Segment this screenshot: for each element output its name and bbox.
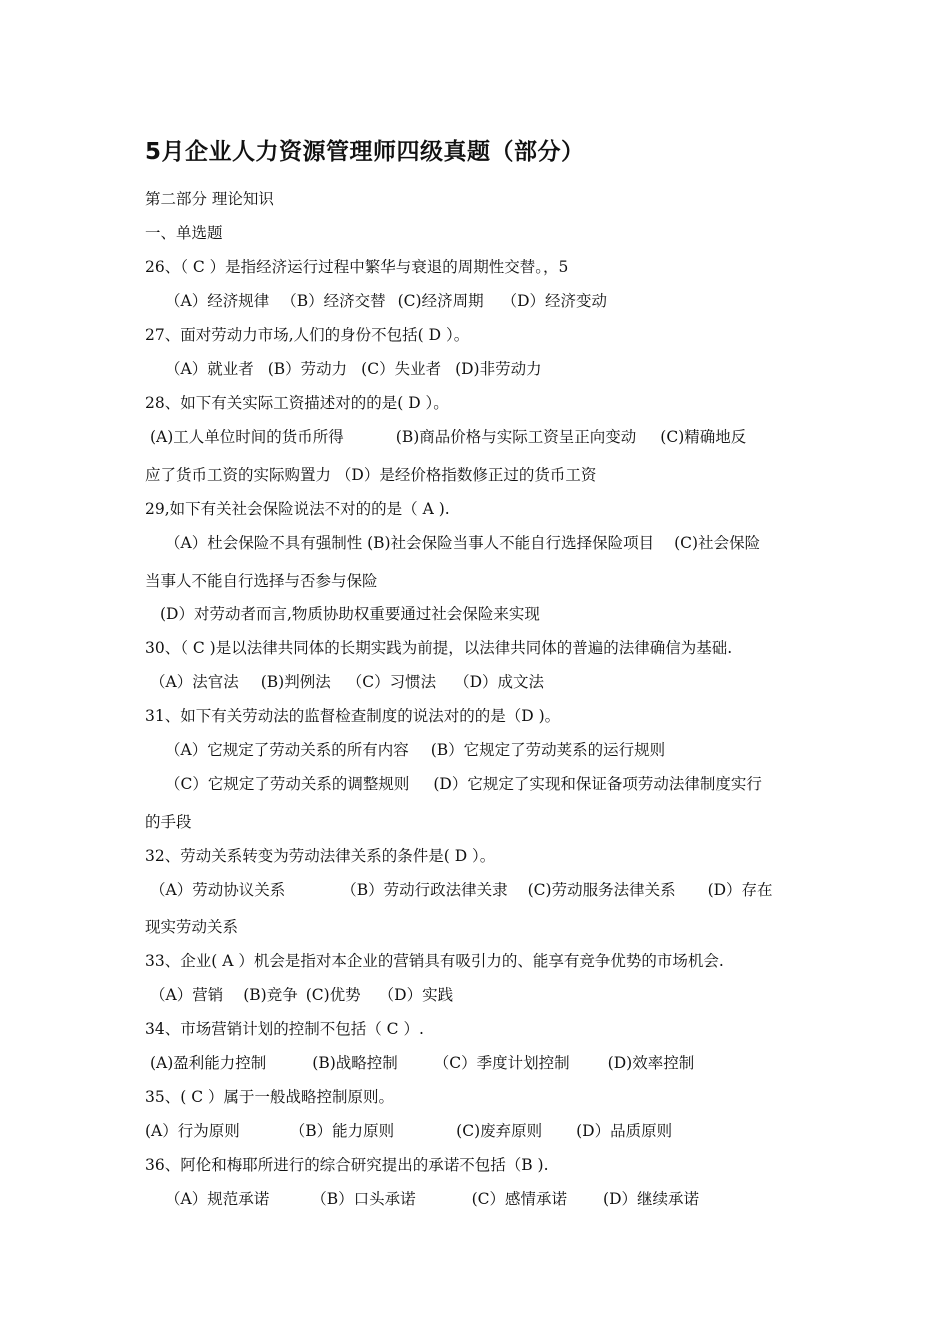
option-b: (B）劳动力 bbox=[267, 360, 348, 378]
option-ab: （A）杜会保险不具有强制性 (B)社会保险当事人不能自行选择保险项目 bbox=[165, 534, 655, 552]
option-b: (B)商品价格与实际工资呈正向变动 bbox=[395, 428, 637, 446]
option-d: （D）实践 bbox=[378, 986, 454, 1004]
option-d: (D）它规定了实现和保证备项劳动法律制度实行 bbox=[433, 775, 762, 793]
option-a: (A）行为原则 bbox=[145, 1122, 240, 1140]
question-29-options bbox=[165, 533, 760, 553]
question-36: 36、阿伦和梅耶所进行的综合研究提出的承诺不包括（B ). bbox=[145, 1156, 549, 1174]
option-b: (B）它规定了劳动荚系的运行规则 bbox=[430, 741, 666, 759]
question-30-options bbox=[150, 672, 544, 692]
option-b: (B)判例法 bbox=[260, 673, 331, 691]
question-33-options bbox=[150, 985, 453, 1005]
question-32: 32、劳动关系转变为劳动法律关系的条件是( D ）。 bbox=[145, 847, 496, 865]
option-a: （A）法官法 bbox=[150, 673, 239, 691]
option-b: （B）口头承诺 bbox=[311, 1190, 416, 1208]
question-27-options bbox=[165, 359, 542, 379]
question-31-options-cd bbox=[165, 774, 762, 794]
question-34: 34、市场营销计划的控制不包括（ C ）. bbox=[145, 1020, 424, 1038]
option-c: (C)经济周期 bbox=[397, 292, 484, 310]
option-c: (C）失业者 bbox=[361, 360, 442, 378]
option-a: （A）规范承诺 bbox=[165, 1190, 270, 1208]
page-title: 5月企业人力资源管理师四级真题（部分） bbox=[145, 139, 585, 165]
option-a: （A）就业者 bbox=[165, 360, 254, 378]
option-a: (A)盈利能力控制 bbox=[150, 1054, 267, 1072]
question-28-continuation: 应了货币工资的实际购置力 （D）是经价格指数修正过的货币工资 bbox=[145, 466, 597, 484]
option-d: (D)非劳动力 bbox=[455, 360, 542, 378]
option-d: (D）品质原则 bbox=[576, 1122, 673, 1140]
option-c: (C)劳动服务法律关系 bbox=[527, 881, 676, 899]
question-27: 27、面对劳动力市场,人们的身份不包括( D ）。 bbox=[145, 326, 470, 344]
question-31: 31、如下有关劳动法的监督检查制度的说法对的的是（D )。 bbox=[145, 707, 561, 725]
question-36-options bbox=[165, 1189, 699, 1209]
option-b: （B）能力原则 bbox=[289, 1122, 395, 1140]
question-30: 30、（ C )是以法律共同体的长期实践为前提，以法律共同体的普遍的法律确信为基础. bbox=[145, 639, 733, 657]
question-29: 29,如下有关社会保险说法不对的的是（ A ). bbox=[145, 500, 450, 518]
option-c: （C）习惯法 bbox=[346, 673, 437, 691]
option-d: (D)效率控制 bbox=[607, 1054, 695, 1072]
question-32-continuation: 现实劳动关系 bbox=[145, 918, 239, 936]
question-31-options-ab bbox=[165, 740, 665, 760]
question-28-options bbox=[150, 427, 746, 447]
question-33: 33、企业( A ）机会是指对本企业的营销具有吸引力的、能享有竞争优势的市场机会. bbox=[145, 952, 724, 970]
option-b: （B）劳动行政法律关隶 bbox=[341, 881, 508, 899]
option-a: （A）营销 bbox=[150, 986, 224, 1004]
option-d: （D）成文法 bbox=[454, 673, 545, 691]
option-d: （D）经济变动 bbox=[501, 292, 608, 310]
option-a: （A）经济规律 bbox=[165, 292, 270, 310]
option-c: (C)优势 bbox=[305, 986, 361, 1004]
option-c: (C)精确地反 bbox=[660, 428, 747, 446]
question-29-option-d: (D）对劳动者而言,物质协助权重要通过社会保险来实现 bbox=[160, 605, 540, 623]
option-d: (D）继续承诺 bbox=[603, 1190, 700, 1208]
question-35-options bbox=[145, 1121, 672, 1141]
question-35: 35、( C ）属于一般战略控制原则。 bbox=[145, 1088, 394, 1106]
question-28: 28、如下有关实际工资描述对的的是( D ）。 bbox=[145, 394, 449, 412]
option-c: (C)社会保险 bbox=[674, 534, 761, 552]
option-c: (C)废弃原则 bbox=[456, 1122, 543, 1140]
option-b: (B)战略控制 bbox=[312, 1054, 398, 1072]
option-a: （A）劳动协议关系 bbox=[150, 881, 286, 899]
option-a: (A)工人单位时间的货币所得 bbox=[150, 428, 344, 446]
part-heading: 第二部分 理论知识 bbox=[145, 190, 274, 208]
question-26-options bbox=[165, 291, 607, 311]
option-b: (B)竞争 bbox=[243, 986, 298, 1004]
option-d: (D）存在 bbox=[707, 881, 773, 899]
option-c: （C）它规定了劳动关系的调整规则 bbox=[165, 775, 410, 793]
section-heading: 一、单选题 bbox=[145, 224, 223, 242]
option-b: （B）经济交替 bbox=[281, 292, 386, 310]
question-26: 26、（ C ）是指经济运行过程中繁华与衰退的周期性交替。，5 bbox=[145, 258, 569, 276]
option-c: （C）季度计划控制 bbox=[433, 1054, 570, 1072]
question-34-options bbox=[150, 1053, 694, 1073]
option-c: (C）感情承诺 bbox=[471, 1190, 568, 1208]
question-32-options bbox=[150, 880, 773, 900]
option-a: （A）它规定了劳动关系的所有内容 bbox=[165, 741, 409, 759]
question-29-continuation: 当事人不能自行选择与否参与保险 bbox=[145, 572, 378, 590]
question-31-continuation: 的手段 bbox=[145, 813, 192, 831]
